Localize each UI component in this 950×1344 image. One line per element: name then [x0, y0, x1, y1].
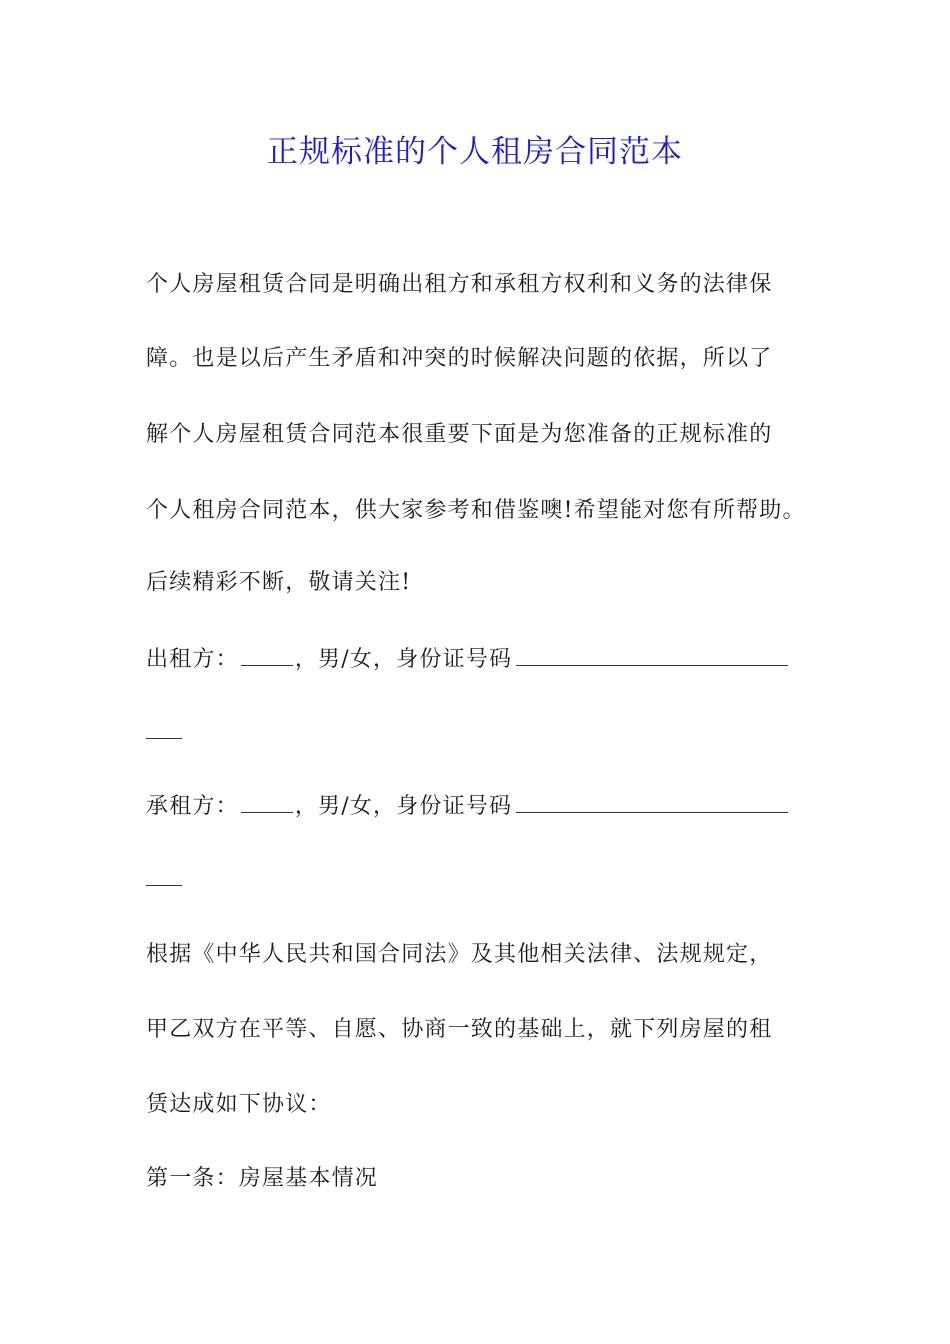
lessee-id-blank-continued[interactable]	[146, 863, 182, 886]
lessor-id-continuation	[146, 716, 182, 750]
basis-line-1: 根据《中华人民共和国合同法》及其他相关法律、法规规定，	[146, 942, 773, 967]
intro-line-4: 个人租房合同范本，供大家参考和借鉴噢!希望能对您有所帮助。	[146, 498, 806, 523]
intro-line-1: 个人房屋租赁合同是明确出租方和承租方权利和义务的法律保	[146, 272, 773, 297]
lessee-name-blank[interactable]	[241, 790, 293, 813]
lessee-id-continuation	[146, 863, 182, 897]
lessee-id-blank[interactable]	[516, 790, 788, 813]
lessor-id-blank[interactable]	[516, 643, 788, 666]
lessor-name-blank[interactable]	[241, 643, 293, 666]
intro-line-3: 解个人房屋租赁合同范本很重要下面是为您准备的正规标准的	[146, 422, 773, 447]
intro-line-2: 障。也是以后产生矛盾和冲突的时候解决问题的依据，所以了	[146, 346, 773, 371]
lessee-line	[146, 790, 788, 824]
lessee-label: 承租方：	[146, 794, 239, 819]
lessor-id-blank-continued[interactable]	[146, 716, 182, 739]
article-1-heading: 第一条：房屋基本情况	[146, 1166, 379, 1191]
document-title: 正规标准的个人租房合同范本	[267, 134, 683, 170]
lessor-gender-id-label: ，男/女，身份证号码	[294, 647, 513, 672]
lessor-label: 出租方：	[146, 647, 239, 672]
basis-line-3: 赁达成如下协议：	[146, 1092, 332, 1117]
intro-line-5: 后续精彩不断，敬请关注!	[146, 570, 412, 595]
basis-line-2: 甲乙双方在平等、自愿、协商一致的基础上，就下列房屋的租	[146, 1017, 773, 1042]
lessor-line	[146, 643, 788, 677]
lessee-gender-id-label: ，男/女，身份证号码	[294, 794, 513, 819]
